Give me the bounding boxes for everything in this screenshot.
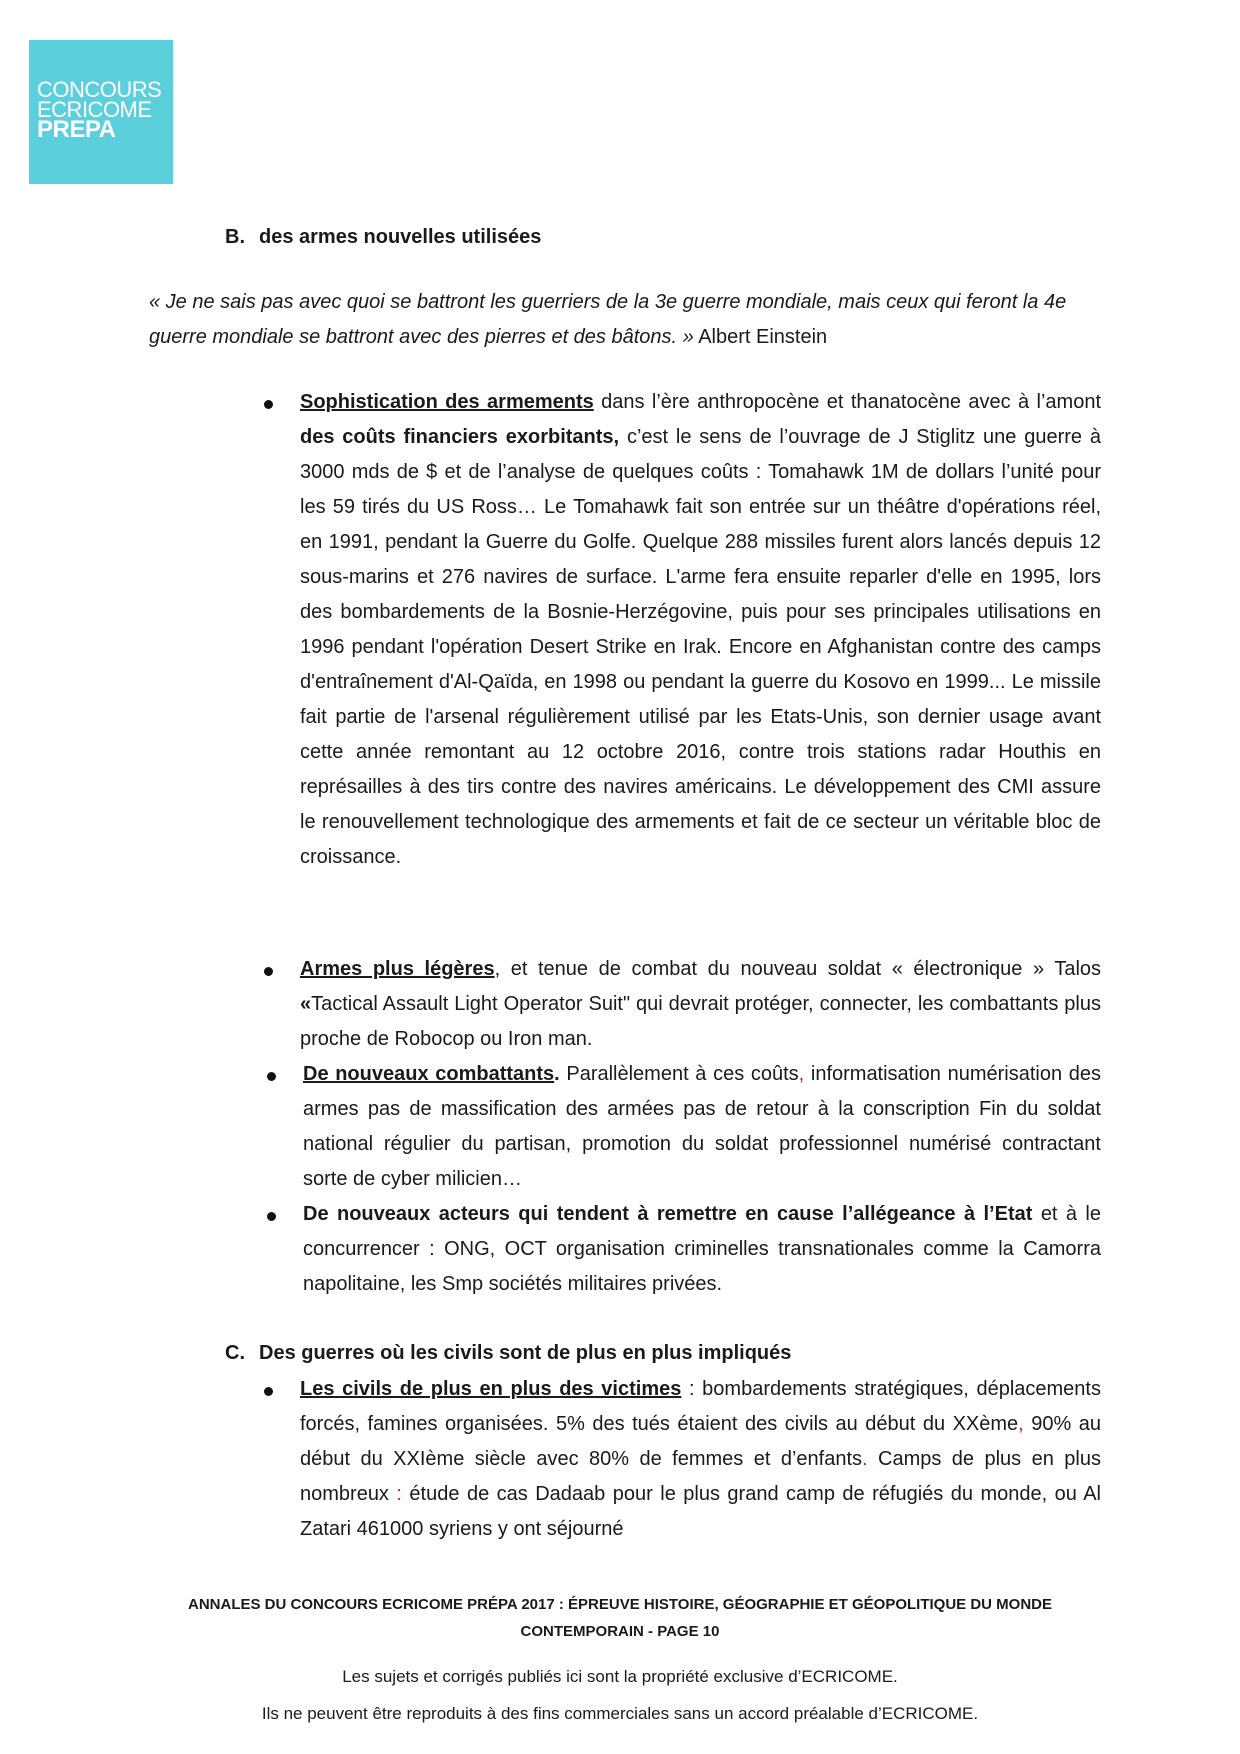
bullet-sophistication <box>300 385 1101 875</box>
bullet-text: , et tenue de combat du nouveau soldat « électronique » Talos <box>494 958 1102 980</box>
footer-title-line2: CONTEMPORAIN - PAGE 10 <box>520 1623 720 1640</box>
bullet-text: étude de cas Dadaab pour le plus grand camp de réfugiés du monde, ou Al Zatari 461000 syriens y ont séjourné <box>300 1483 1101 1540</box>
footer-copyright <box>120 1658 1120 1732</box>
bullet-lead: De nouveaux combattants <box>303 1063 555 1085</box>
bullet-civils-victimes <box>300 1372 1101 1547</box>
footer-title <box>120 1591 1120 1645</box>
bullet-lead: Armes plus légères <box>300 958 495 980</box>
bullet-bold-text: . <box>554 1063 560 1085</box>
bullet-text: c’est le sens de l’ouvrage de J Stiglitz une guerre à 3000 mds de $ et de l’analyse de quelques coûts : Tomahawk 1M de dollars l’unité pour les 59 tirés du US Ross… Le Tomahawk fait son entrée sur un théâtre d'opérations réel, en 1991, pendant la Guerre du Golfe. Quelque 288 missiles furent alors lancés depuis 12 sous-marins et 276 navires de surface. L'arme fera ensuite reparler d'elle en 1995, lors des bombardements de la Bosnie-Herzégovine, puis pour ses principales utilisations en 1996 pendant l'opération Desert Strike en Irak. Encore en Afghanistan contre des camps d'entraînement d'Al-Qaïda, en 1998 ou pendant la guerre du Kosovo en 1999... Le missile fait partie de l'arsenal régulièrement utilisé par les Etats-Unis, son dernier usage avant cette année remontant au 12 octobre 2016, contre trois stations radar Houthis en représailles à des tirs contre des navires américains. Le développement des CMI assure le renouvellement technologique des armements et fait de ce secteur un véritable bloc de croissance. <box>300 426 1101 868</box>
bullet-dot <box>264 967 273 976</box>
footer-note-line2: Ils ne peuvent être reproduits à des fins commerciales sans un accord préalable d’ECRICOME. <box>261 1704 979 1723</box>
bullet-nouveaux-combattants <box>303 1057 1101 1197</box>
quote-author: Albert Einstein <box>693 326 828 348</box>
bullet-lead: Les civils de plus en plus des victimes <box>300 1378 682 1400</box>
section-b-letter: B. <box>225 226 245 248</box>
quote-text: « Je ne sais pas avec quoi se battront les guerriers de la 3e guerre mondiale, mais ceux qui feront la 4e guerre mondiale se battront avec des pierres et des bâtons. » <box>149 291 1067 348</box>
bullet-text: informatisation numérisation des armes pas de massification des armées pas de retour à la conscription Fin du soldat national régulier du partisan, promotion du soldat professionnel numérisé contractant sorte de cyber milicien… <box>303 1063 1101 1190</box>
section-b-title: des armes nouvelles utilisées <box>259 226 542 248</box>
bullet-dot <box>267 1072 276 1081</box>
section-c-title: Des guerres où les civils sont de plus en plus impliqués <box>259 1342 792 1364</box>
bullet-bold-text: De nouveaux acteurs qui tendent à remettre en cause l’allégeance à l’Etat <box>303 1203 1033 1225</box>
bullet-red-mark: , <box>1018 1413 1024 1435</box>
section-c-letter: C. <box>225 1342 245 1364</box>
bullet-lead: Sophistication des armements <box>300 391 594 413</box>
logo-line-concours: CONCOURS <box>37 77 162 102</box>
bullet-dot <box>264 400 273 409</box>
bullet-armes-legeres <box>300 952 1101 1057</box>
section-c-heading <box>225 1340 791 1366</box>
bullet-bold-text: « <box>300 993 312 1015</box>
footer-title-line1: ANNALES DU CONCOURS ECRICOME PRÉPA 2017 : ÉPREUVE HISTOIRE, GÉOGRAPHIE ET GÉOPOLITIQUE DU MONDE <box>187 1596 1052 1613</box>
bullet-dot <box>264 1387 273 1396</box>
bullet-red-mark: , <box>798 1063 805 1085</box>
bullet-text: et à le concurrencer : ONG, OCT organisation criminelles transnationales comme la Camorra napolitaine, les Smp sociétés militaires privées. <box>303 1203 1101 1295</box>
bullet-nouveaux-acteurs <box>303 1197 1101 1302</box>
section-b-heading <box>225 224 541 250</box>
einstein-quote <box>149 285 1101 355</box>
bullet-text: Camps de plus en plus nombreux <box>300 1448 1101 1505</box>
bullet-text: Parallèlement à ces coûts <box>559 1063 799 1085</box>
bullet-text: dans l’ère anthropocène et thanatocène avec à l’amont <box>593 391 1101 413</box>
ecricome-logo <box>29 40 173 184</box>
bullet-text: : bombardements stratégiques, déplacements forcés, famines organisées. 5% des tués étaient des civils au début du XXème <box>300 1378 1101 1435</box>
bullet-text: 90% au début du XXIème siècle avec 80% de femmes et d’enfants <box>300 1413 1101 1470</box>
bullet-dot <box>267 1212 276 1221</box>
footer-note-line1: Les sujets et corrigés publiés ici sont la propriété exclusive d’ECRICOME. <box>342 1667 898 1686</box>
bullet-bold-text: des coûts financiers exorbitants, <box>300 426 620 448</box>
bullet-red-mark: . <box>862 1448 868 1470</box>
bullet-text: Tactical Assault Light Operator Suit" qui devrait protéger, connecter, les combattants plus proche de Robocop ou Iron man. <box>300 993 1101 1050</box>
logo-line-ecricome: ECRICOME <box>37 97 152 122</box>
logo-line-prepa: PREPA <box>37 116 116 143</box>
bullet-red-mark: : <box>396 1483 402 1505</box>
